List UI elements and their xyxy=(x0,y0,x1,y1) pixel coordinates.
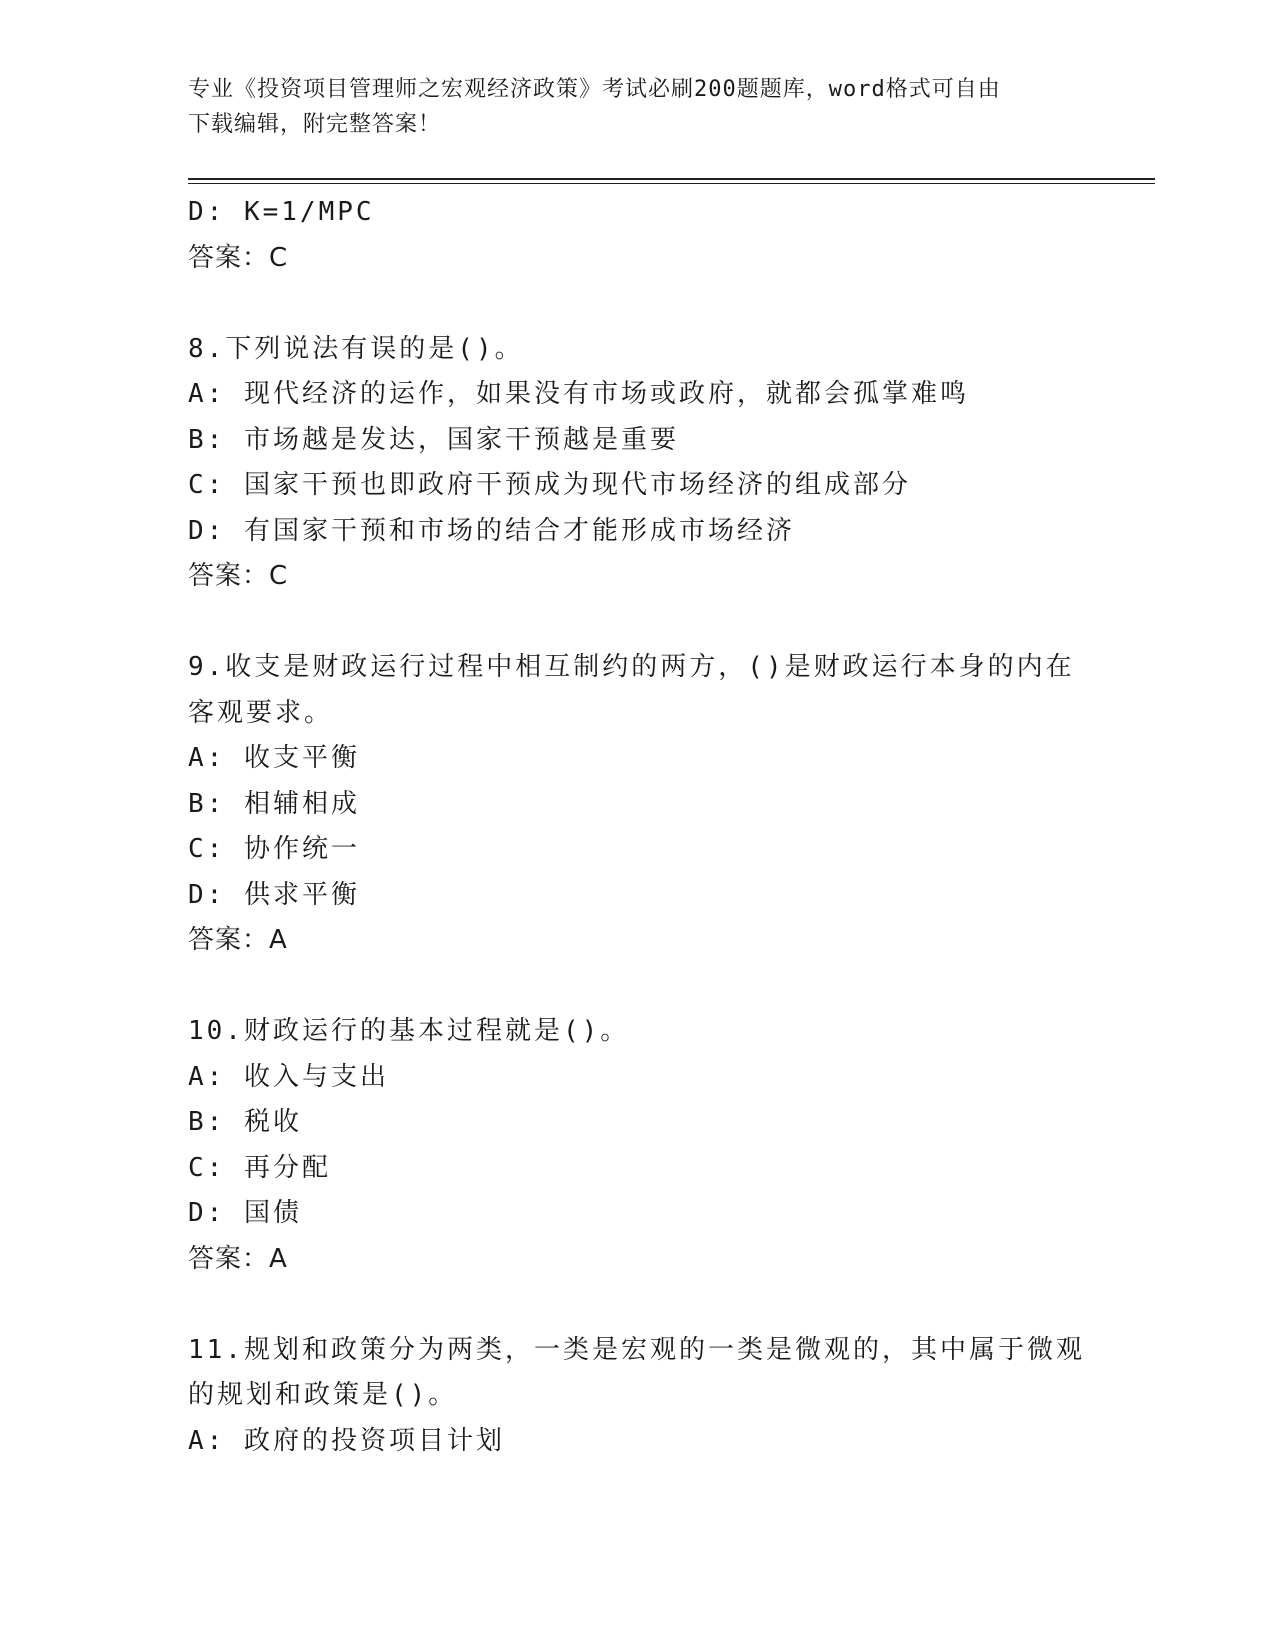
option-a: A: 收入与支出 xyxy=(188,1061,389,1092)
spacer xyxy=(188,964,1088,1010)
question-stem: 8.下列说法有误的是()。 xyxy=(188,333,524,364)
option-d: D: 有国家干预和市场的结合才能形成市场经济 xyxy=(188,515,795,546)
question-stem: 11.规划和政策分为两类，一类是宏观的一类是微观的，其中属于微观 xyxy=(188,1334,1085,1365)
document-header xyxy=(188,72,1068,142)
header-divider xyxy=(188,178,1155,180)
option-b: B: 税收 xyxy=(188,1107,302,1137)
question-stem-continued: 的规划和政策是()。 xyxy=(188,1380,458,1410)
question-stem-continued: 客观要求。 xyxy=(188,697,334,728)
option-c: C: 国家干预也即政府干预成为现代市场经济的组成部分 xyxy=(188,470,911,500)
option-d: D: K=1/MPC xyxy=(188,197,375,227)
answer-line: 答案：C xyxy=(188,242,289,273)
option-b: B: 市场越是发达，国家干预越是重要 xyxy=(188,424,679,455)
option-d: D: 国债 xyxy=(188,1198,302,1228)
option-a: A: 政府的投资项目计划 xyxy=(188,1425,505,1456)
header-divider-thin xyxy=(188,183,1155,184)
spacer xyxy=(188,600,1088,646)
option-c: C: 协作统一 xyxy=(188,834,360,864)
option-b: B: 相辅相成 xyxy=(188,788,360,819)
option-a: A: 现代经济的运作，如果没有市场或政府，就都会孤掌难鸣 xyxy=(188,379,969,409)
answer-line: 答案：A xyxy=(188,1243,288,1274)
question-block-9 xyxy=(188,645,1088,964)
question-block-8 xyxy=(188,327,1088,600)
header-line-2: 下载编辑，附完整答案！ xyxy=(188,112,442,137)
question-stem: 9.收支是财政运行过程中相互制约的两方，()是财政运行本身的内在 xyxy=(188,652,1075,682)
header-line-1: 专业《投资项目管理师之宏观经济政策》考试必刷200题题库，word格式可自由 xyxy=(188,77,1001,102)
question-stem: 10.财政运行的基本过程就是()。 xyxy=(188,1016,630,1046)
question-block-10 xyxy=(188,1009,1088,1282)
spacer xyxy=(188,1282,1088,1328)
option-c: C: 再分配 xyxy=(188,1152,331,1183)
question-list xyxy=(188,190,1088,1464)
option-d: D: 供求平衡 xyxy=(188,879,360,910)
answer-line: 答案：C xyxy=(188,561,289,591)
option-a: A: 收支平衡 xyxy=(188,743,360,773)
question-block-11 xyxy=(188,1328,1088,1465)
answer-line: 答案：A xyxy=(188,925,288,955)
spacer xyxy=(188,281,1088,327)
